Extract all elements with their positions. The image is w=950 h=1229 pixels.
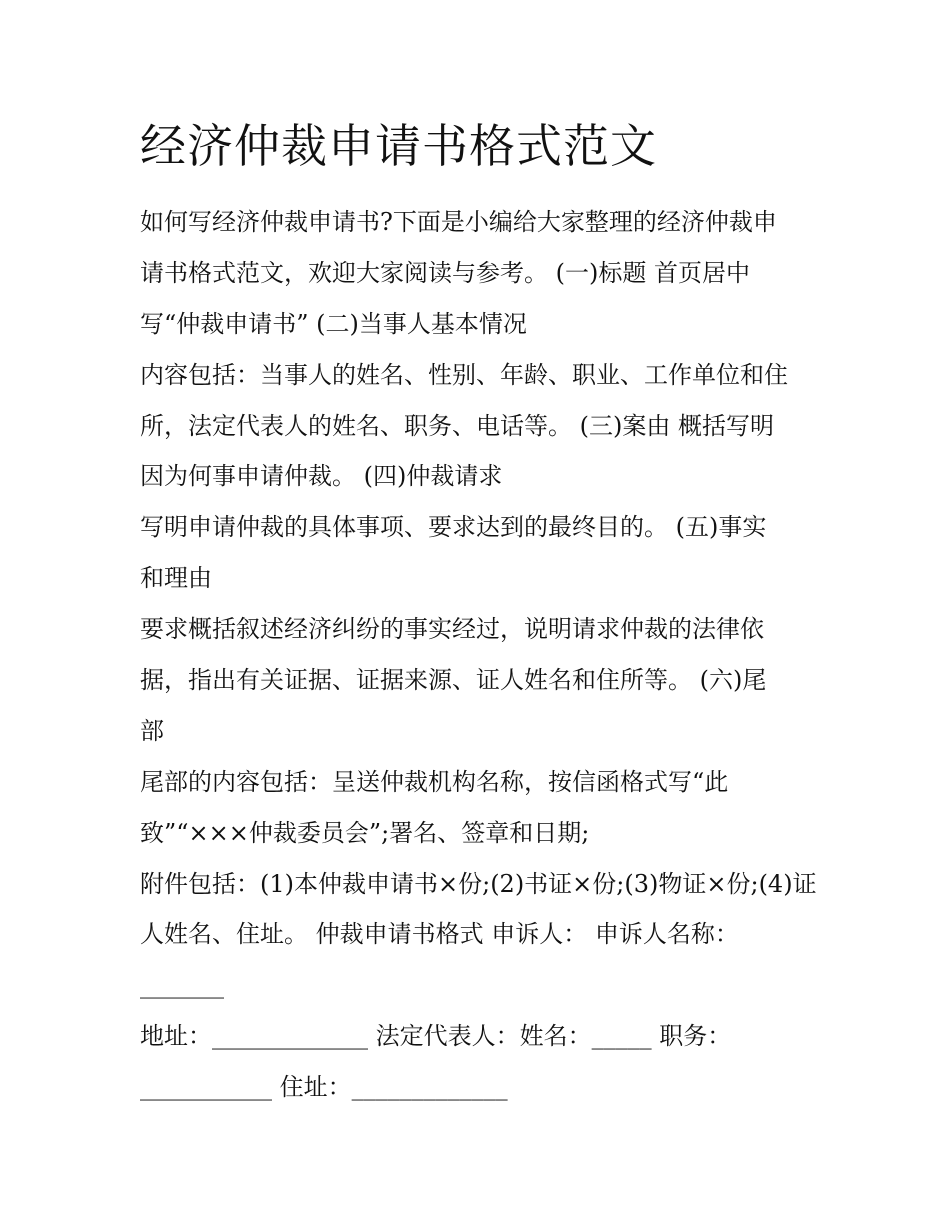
body-line: 人姓名、住址。 仲裁申请书格式 申诉人： 申诉人名称： [140,920,739,949]
body-line: 因为何事申请仲裁。 (四)仲裁请求 [140,462,503,491]
residence-line: ___________ 住址：_____________ [140,1073,508,1102]
body-line: 致”“×××仲裁委员会”;署名、签章和日期; [140,818,590,847]
body-line: 写明申请仲裁的具体事项、要求达到的最终目的。 (五)事实 [140,513,767,542]
body-line: 写“仲裁申请书” (二)当事人基本情况 [140,309,527,338]
document-title: 经济仲裁申请书格式范文 [140,119,657,173]
body-line: 要求概括叙述经济纠纷的事实经过，说明请求仲裁的法律依 [140,615,764,644]
body-line: 据，指出有关证据、证据来源、证人姓名和住所等。 (六)尾 [140,666,767,695]
body-line: 部 [140,716,164,745]
body-line: 所，法定代表人的姓名、职务、电话等。 (三)案由 概括写明 [140,411,774,440]
body-line: 和理由 [140,564,212,593]
signature-blank: _______ [140,971,224,1000]
body-line: 尾部的内容包括：呈送仲裁机构名称，按信函格式写“此 [140,767,729,796]
body-line: 附件包括：(1)本仲裁申请书×份;(2)书证×份;(3)物证×份;(4)证 [140,869,817,898]
body-line: 请书格式范文，欢迎大家阅读与参考。 (一)标题 首页居中 [140,258,750,287]
document-body [140,197,840,1113]
body-line: 如何写经济仲裁申请书?下面是小编给大家整理的经济仲裁申 [140,208,777,236]
body-line: 内容包括：当事人的姓名、性别、年龄、职业、工作单位和住 [140,360,788,389]
address-representative-line: 地址：_____________ 法定代表人：姓名：_____ 职务： [140,1022,732,1051]
